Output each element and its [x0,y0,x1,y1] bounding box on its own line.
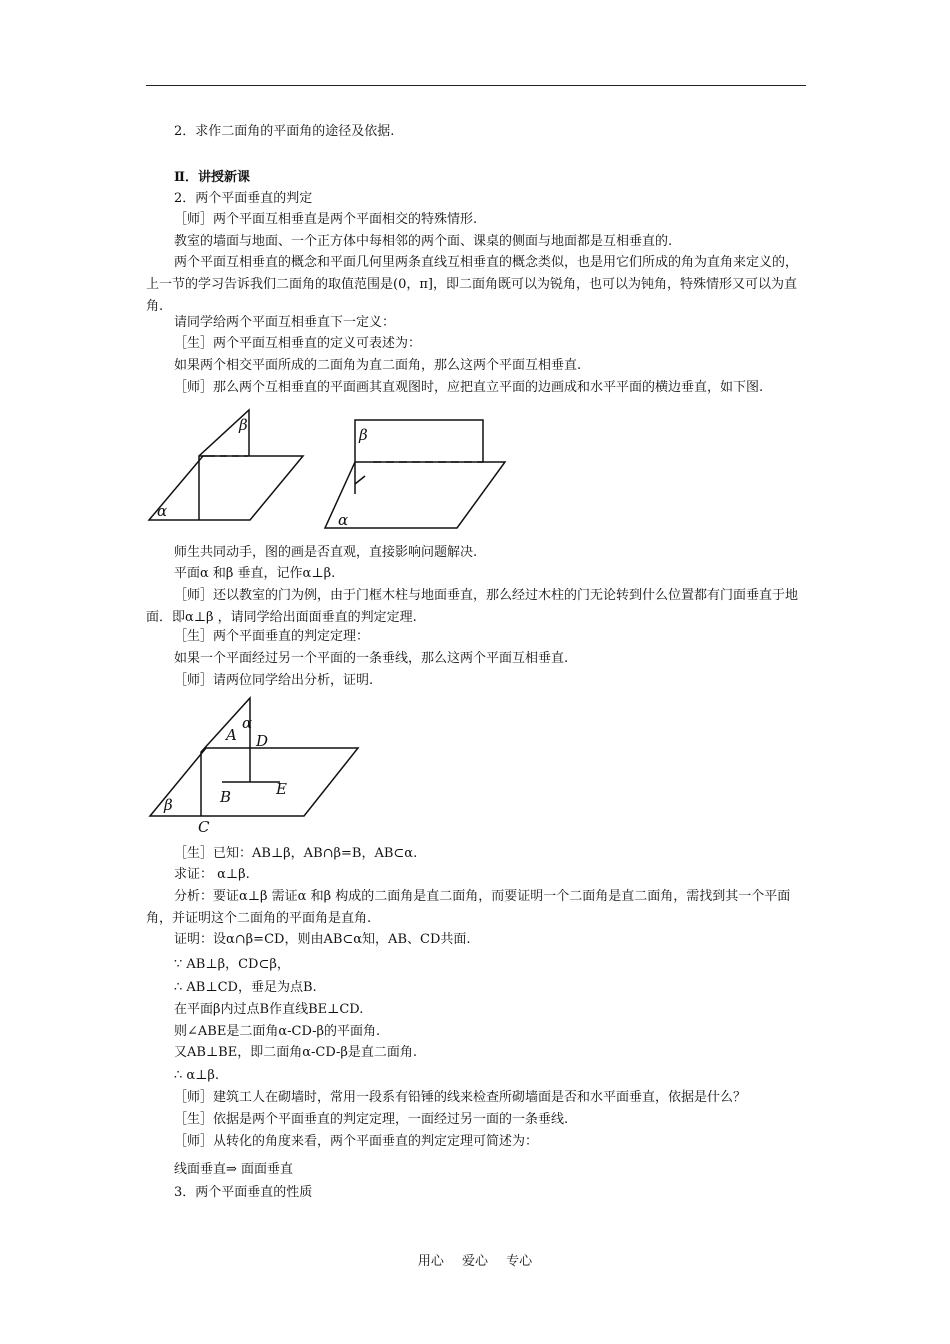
text-line: ［师］请两位同学给出分析，证明. [174,673,374,688]
alpha-label: α [338,511,349,529]
text-line: ［师］建筑工人在砌墙时，常用一段系有铅锤的线来检查所砌墙面是否和水平面垂直，依据是什么？ [174,1090,747,1105]
text-line: 又AB⊥BE，即二面角α-CD-β是直二面角. [174,1045,418,1060]
point-A: A [226,726,237,744]
point-B: B [220,788,232,806]
text-line: 求证： α⊥β. [174,867,250,882]
text-line: ［生］两个平面互相垂直的定义可表述为： [174,336,422,351]
point-E: E [276,780,287,798]
text-line: 师生共同动手，图的画是否直观，直接影响问题解决. [174,545,478,560]
paragraph: 分析：要证α⊥β 需证α 和β 构成的二面角是直二面角，而要证明一个二面角是直二面角，需找到其一个平面角，并证明这个二面角的平面角是直角. [146,889,791,926]
text-line: 如果一个平面经过另一个平面的一条垂线，那么这两个平面互相垂直. [174,651,569,666]
perpendicular-planes-figure [145,408,515,536]
section-heading: Ⅱ．讲授新课 [174,170,250,185]
text-line: ［师］从转化的角度来看，两个平面垂直的判定定理可简述为： [174,1134,539,1149]
text-line: ∴ α⊥β. [174,1068,220,1083]
text-line: ［生］两个平面垂直的判定定理： [174,629,370,644]
text-line: 2．求作二面角的平面角的途径及依据. [174,124,395,139]
text-line: 则∠ABE是二面角α-CD-β的平面角. [174,1024,381,1039]
text-line: 平面α 和β 垂直，记作α⊥β. [174,566,336,581]
text-line: ［生］依据是两个平面垂直的判定定理，一面经过另一面的一条垂线. [174,1112,569,1127]
text-line: 请同学给两个平面互相垂直下一定义： [174,315,396,330]
text-line: 如果两个相交平面所成的二面角为直二面角，那么这两个平面互相垂直. [174,358,582,373]
subsection-heading: 2．两个平面垂直的判定 [174,191,313,206]
beta-label: β [359,426,368,444]
page-footer: 用心 爱心 专心 [417,1254,533,1269]
text-line: ∴ AB⊥CD，垂足为点B. [174,980,317,995]
text-line: 教室的墙面与地面、一个正方体中每相邻的两个面、课桌的侧面与地面都是互相垂直的. [174,234,673,249]
beta-label: β [164,796,173,814]
alpha-label: α [157,502,168,520]
alpha-label: α [242,714,253,732]
theorem-proof-figure [146,690,366,838]
header-rule [146,85,806,86]
text-line: ［师］那么两个互相垂直的平面画其直观图时，应把直立平面的边画成和水平平面的横边垂直，如下图. [174,380,764,395]
text-line: ［师］两个平面互相垂直是两个平面相交的特殊情形. [174,212,478,227]
beta-label: β [239,416,248,434]
text-line: 线面垂直⇒ 面面垂直 [174,1162,294,1177]
point-C: C [198,818,210,836]
paragraph: 两个平面互相垂直的概念和平面几何里两条直线互相垂直的概念类似，也是用它们所成的角为直角来定义的，上一节的学习告诉我们二面角的取值范围是(0，π]，即二面角既可以为锐角，也可以为钝角，特殊情形又可以为直角. [146,255,799,314]
text-line: ［生］已知：AB⊥β，AB∩β=B，AB⊂α. [174,846,418,861]
text-line: 证明：设α∩β=CD，则由AB⊂α知，AB、CD共面. [174,932,471,947]
subsection-heading: 3．两个平面垂直的性质 [174,1185,313,1200]
text-line: 在平面β内过点B作直线BE⊥CD. [174,1002,364,1017]
point-D: D [256,732,269,750]
paragraph: ［师］还以教室的门为例，由于门框木柱与地面垂直，那么经过木柱的门无论转到什么位置都有门面垂直于地面．即α⊥β ，请同学给出面面垂直的判定定理. [146,588,799,625]
text-line: ∵ AB⊥β，CD⊂β， [174,957,290,972]
